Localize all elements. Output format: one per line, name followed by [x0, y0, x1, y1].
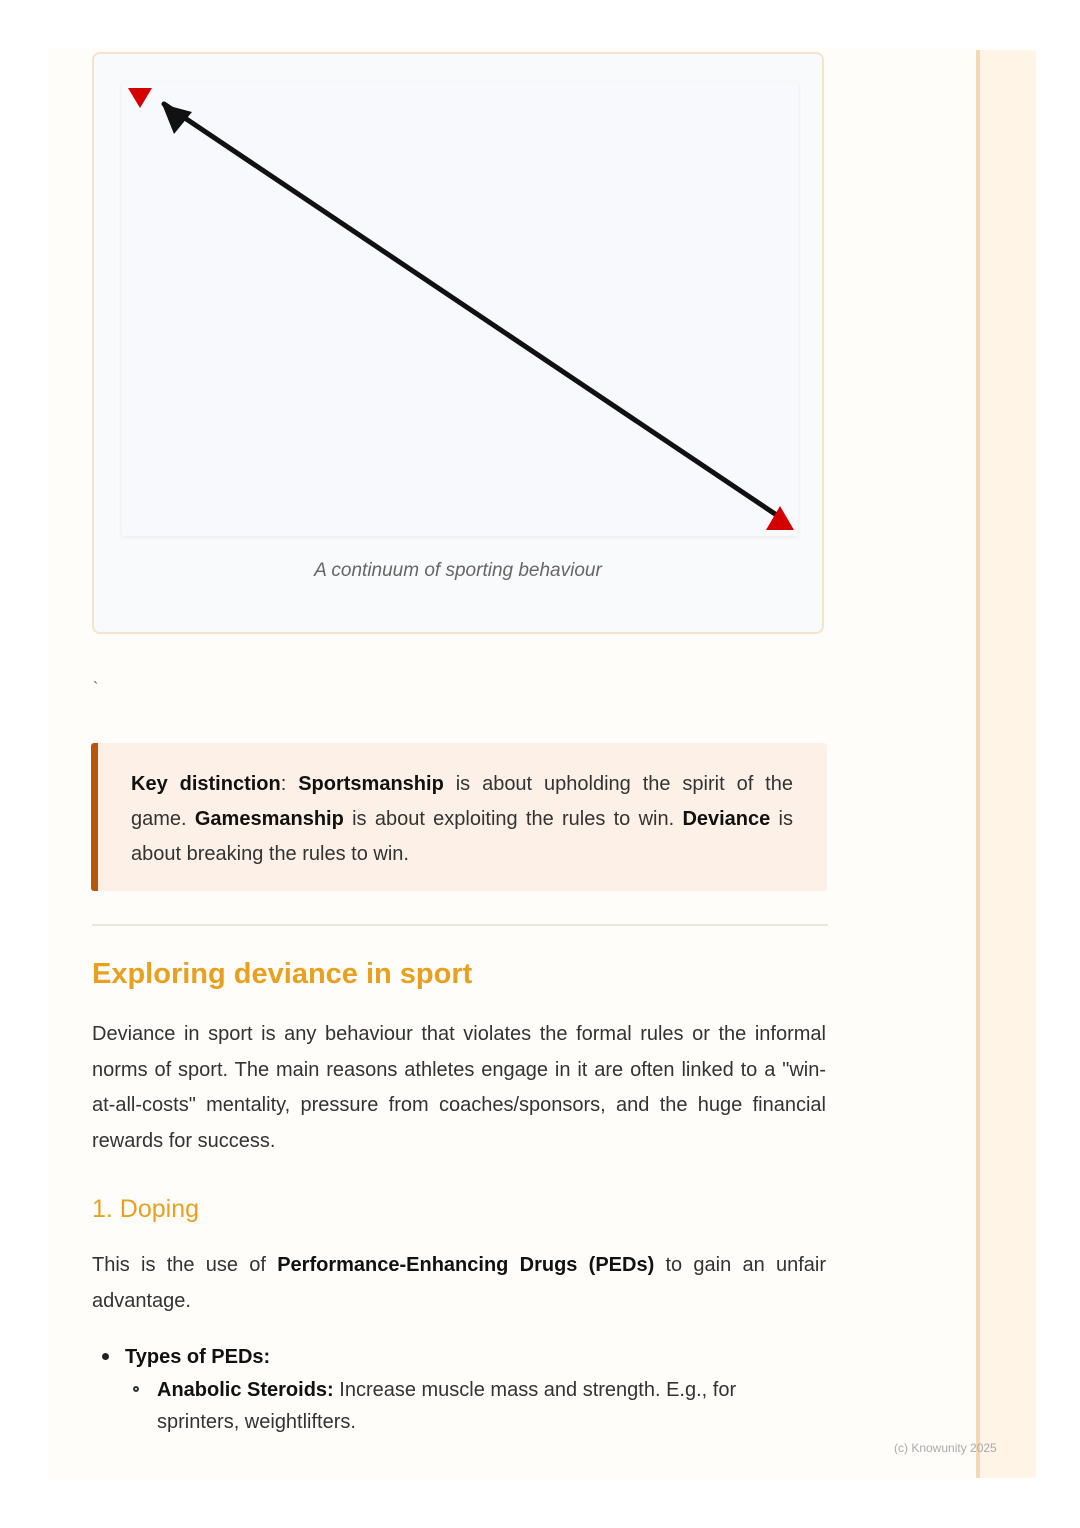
- continuum-diagram: [122, 82, 798, 536]
- section-intro-paragraph: Deviance in sport is any behaviour that violates the formal rules or the informal norms of sport. The main reasons athletes engage in it are often linked to a "win-at-all-costs" mentality, pressure from coaches/sponsors, and the huge financial rewards for success.: [92, 1023, 826, 1152]
- stray-mark: `: [93, 680, 99, 697]
- callout-term-sportsmanship: Sportsmanship: [298, 773, 444, 795]
- red-arrowhead-top-icon: [128, 88, 152, 108]
- doping-text-before: This is the use of: [92, 1254, 278, 1276]
- continuum-arrow-graphic: [122, 82, 798, 536]
- callout-term-gamesmanship: Gamesmanship: [194, 808, 344, 830]
- copyright-footer: (c) Knowunity 2025: [894, 1441, 997, 1455]
- doping-term: Performance-Enhancing Drugs (PEDs): [277, 1254, 655, 1276]
- page-sidebar-strip: [976, 50, 1036, 1478]
- section-heading: Exploring deviance in sport: [92, 958, 473, 990]
- callout-text-2: is about exploiting the rules to win.: [343, 808, 683, 830]
- callout-text-1: is about upholding the spirit of the game.: [131, 773, 793, 830]
- continuum-line: [164, 104, 784, 520]
- figure-card: [92, 52, 824, 634]
- list-item-types-of-peds: [125, 1341, 270, 1373]
- callout-key-label: Key distinction: [131, 773, 281, 795]
- doping-text-after: to gain an unfair advantage.: [92, 1254, 827, 1312]
- bullet-label: Types of PEDs:: [125, 1346, 271, 1368]
- sub-bullet-text: Increase muscle mass and strength. E.g., for sprinters, weightlifters.: [157, 1379, 737, 1433]
- figure-caption: A continuum of sporting behaviour: [314, 560, 602, 581]
- doping-paragraph: [92, 1248, 826, 1319]
- doping-heading: 1. Doping: [92, 1195, 200, 1223]
- sub-bullet-ring: [133, 1386, 139, 1392]
- list-item-anabolic-steroids: [157, 1374, 777, 1438]
- sub-bullet-label: Anabolic Steroids:: [157, 1379, 334, 1401]
- key-distinction-callout: [91, 743, 827, 891]
- bullet-dot: [102, 1353, 109, 1360]
- callout-term-deviance: Deviance: [682, 808, 771, 830]
- section-divider: [92, 924, 828, 926]
- callout-text-3: is about breaking the rules to win.: [131, 808, 793, 865]
- callout-separator: :: [280, 773, 299, 795]
